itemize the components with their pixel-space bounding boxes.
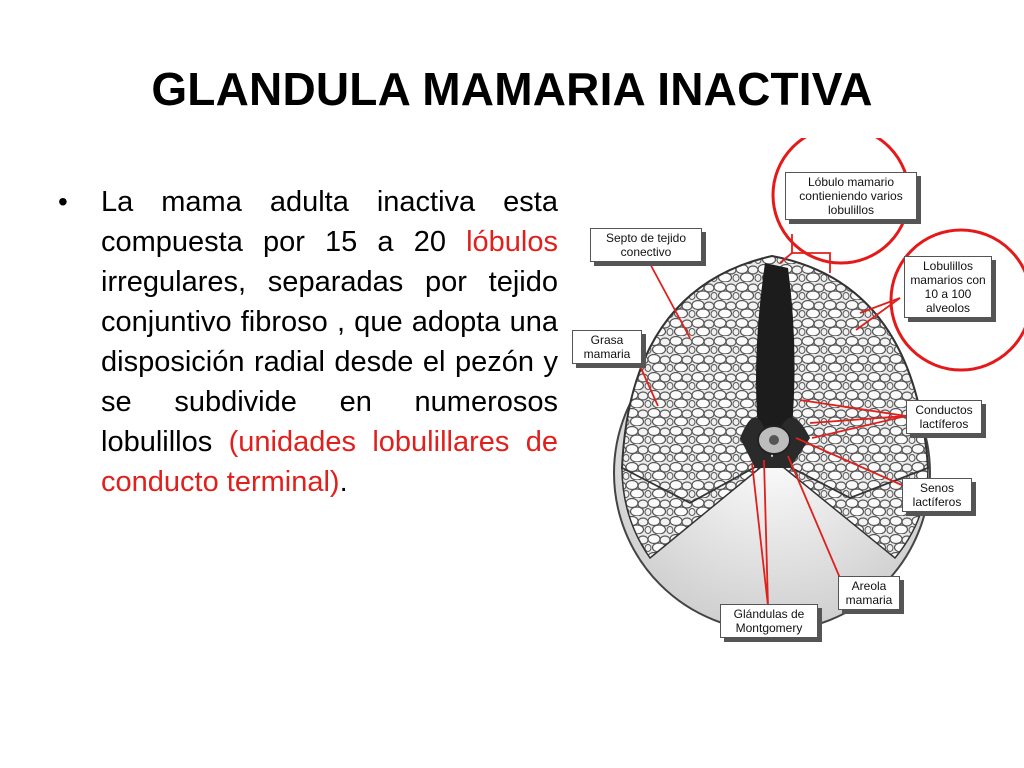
label-glandulas: Glándulas de Montgomery xyxy=(720,604,818,638)
label-conductos: Conductos lactíferos xyxy=(906,400,982,434)
breast-anatomy-figure xyxy=(560,138,1024,668)
paragraph-text-2: irregulares, separadas por tejido conjuntivo fibroso , que adopta una disposición radial desde el pezón y se subdivide en numerosos lobulillos xyxy=(101,266,558,458)
paragraph-text-1: La mama adulta inactiva esta compuesta por 15 a 20 xyxy=(101,186,558,258)
bullet-paragraph xyxy=(101,182,558,502)
paragraph-end: . xyxy=(339,466,348,498)
highlight-unidades: (unidades lobulillares de conducto terminal) xyxy=(101,426,558,498)
label-senos: Senos lactíferos xyxy=(902,478,972,512)
label-areola: Areola mamaria xyxy=(838,576,900,610)
bullet-marker: • xyxy=(58,186,68,217)
label-lobulillos: Lobulillos mamarios con 10 a 100 alveolos xyxy=(904,256,992,318)
bullet-item xyxy=(58,182,558,502)
label-septo: Septo de tejido conectivo xyxy=(590,228,702,262)
label-lobulo-mamario: Lóbulo mamario contieniendo varios lobulillos xyxy=(785,172,917,220)
slide-title: GLANDULA MAMARIA INACTIVA xyxy=(151,63,873,115)
label-grasa: Grasa mamaria xyxy=(572,330,642,364)
highlight-lobulos: lóbulos xyxy=(466,226,558,258)
nipple-center xyxy=(769,435,779,445)
